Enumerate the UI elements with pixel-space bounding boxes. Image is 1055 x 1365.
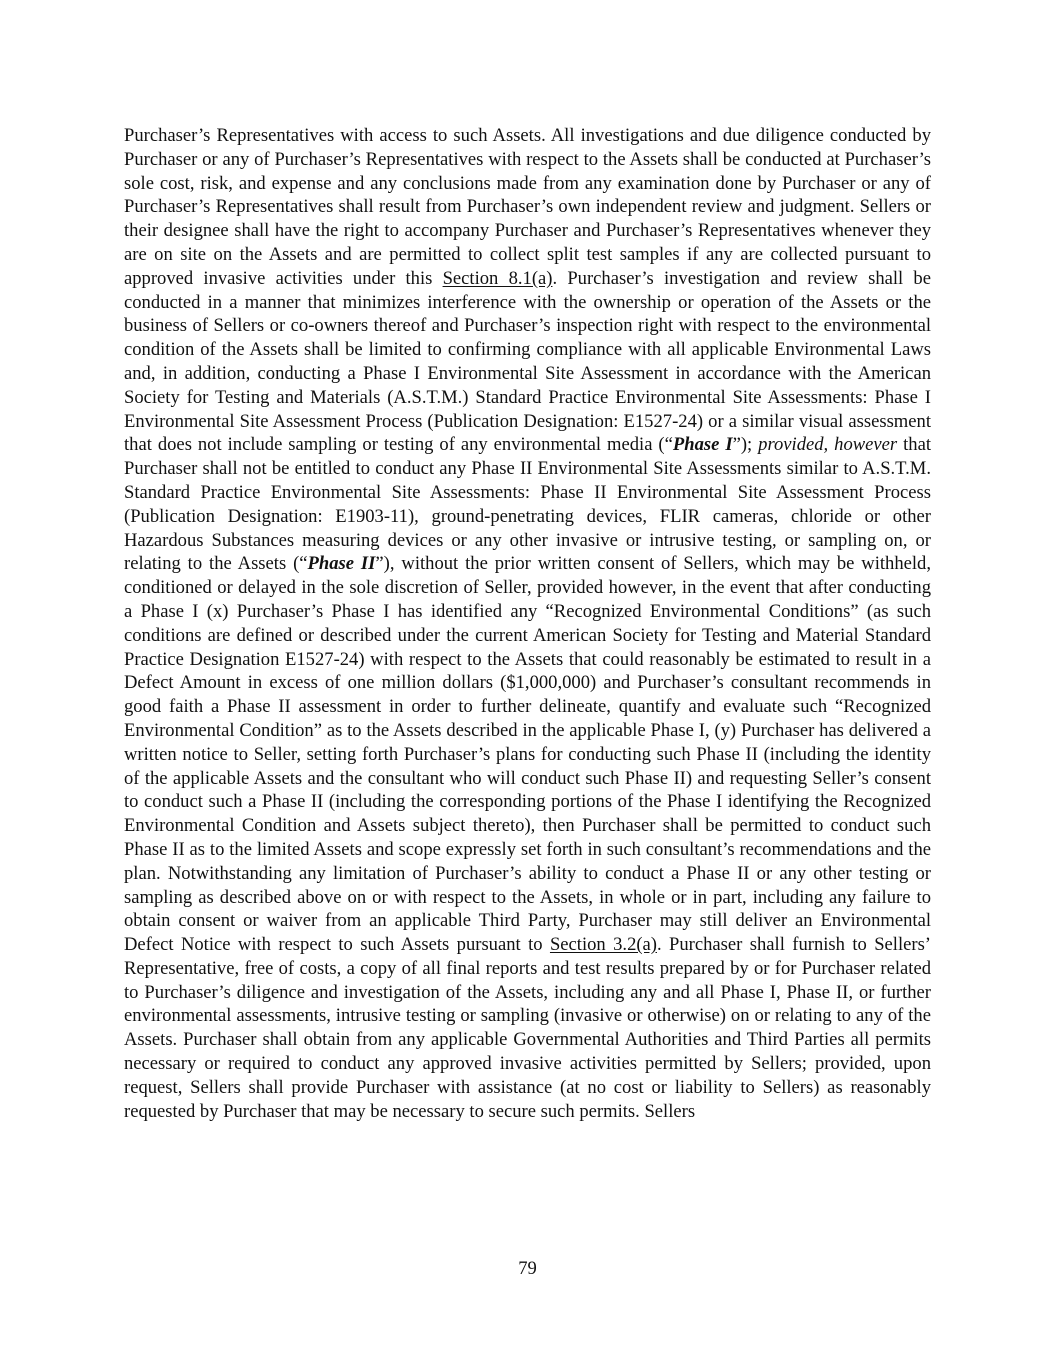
paragraph-text: . Purchaser shall furnish to Sellers’ Representative, free of costs, a copy of all final reports and test results prepared by or for Purchaser related to Purchaser’s diligence and investigation of the Assets, including any and all Phase I, Phase II, or further environmental assessments, intrusive testing or sampling (invasive or otherwise) on or relating to any of the Assets. Purchaser shall obtain from any applicable Governmental Authorities and Third Parties all permits necessary or required to conduct any approved invasive activities permitted by Sellers; provided, upon request, Sellers shall provide Purchaser with assistance (at no cost or liability to Sellers) as reasonably requested by Purchaser that may be necessary to secure such permits. Sellers: [124, 934, 931, 1122]
paragraph-text: that Purchaser shall not be entitled to conduct any Phase II Environmental Site Assessments similar to A.S.T.M. Standard Practice Environmental Site Assessments: Phase II Environmental Site Assessment Process (Publication Designation: E1903-11), ground-penetrating devices, FLIR cameras, chloride or other Hazardous Substances measuring devices or any other invasive or intrusive testing, or sampling on, or relating to the Assets (“: [124, 434, 931, 575]
paragraph-text: . Purchaser’s investigation and review shall be conducted in a manner that minimizes interference with the ownership or operation of the Assets or the business of Sellers or co-owners thereof and Purchaser’s inspection right with respect to the environmental condition of the Assets shall be limited to confirming compliance with all applicable Environmental Laws and, in addition, conducting a Phase I Environmental Site Assessment in accordance with the American Society for Testing and Materials (A.S.T.M.) Standard Practice Environmental Site Assessments: Phase I Environmental Site Assessment Process (Publication Designation: E1527-24) or a similar visual assessment that does not include sampling or testing of any environmental media (“: [124, 267, 931, 456]
section-reference-3-2-a: Section 3.2(a): [549, 934, 657, 956]
paragraph-text: ”), without the prior written consent of Sellers, which may be withheld, conditioned or delayed in the sole discretion of Seller, provided however, in the event that after conducting a Phase I (x) Purchaser’s Phase I has identified any “Recognized Environmental Conditions” (as such conditions are defined or described under the current American Society for Testing and Material Standard Practice Designation E1527-24) with respect to the Assets that could reasonably be estimated to result in a Defect Amount in excess of one million dollars ($1,000,000) and Purchaser’s consultant recommends in good faith a Phase II assessment in order to further delineate, quantify and evaluate such “Recognized Environmental Condition” as to the Assets described in the applicable Phase I, (y) Purchaser has delivered a written notice to Seller, setting forth Purchaser’s plans for conducting such Phase II (including the identity of the applicable Assets and the consultant who will conduct such Phase II) and requesting Seller’s consent to conduct such a Phase II (including the corresponding portions of the Phase I identifying the Recognized Environmental Condition and Assets subject thereto), then Purchaser shall be permitted to conduct such Phase II as to the limited Assets and scope expressly set forth in such consultant’s recommendations and the plan. Notwithstanding any limitation of Purchaser’s ability to conduct a Phase II or any other testing or sampling as described above on or with respect to the Assets, in whole or in part, including any failure to obtain consent or waiver from an applicable Third Party, Purchaser may still deliver an Environmental Defect Notice with respect to such Assets pursuant to: [124, 553, 931, 956]
page-number: 79: [518, 1258, 537, 1279]
defined-term-phase-ii: Phase II: [307, 553, 376, 575]
body-paragraph: [124, 124, 931, 1123]
proviso-text: provided, however: [758, 434, 898, 456]
defined-term-phase-i: Phase I: [672, 434, 733, 456]
paragraph-text: ”);: [732, 434, 759, 456]
paragraph-text: Purchaser’s Representatives with access to such Assets. All investigations and due diligence conducted by Purchaser or any of Purchaser’s Representatives with respect to the Assets shall be conducted at Purchaser’s sole cost, risk, and expense and any conclusions made from any examination done by Purchaser or any of Purchaser’s Representatives shall result from Purchaser’s own independent review and judgment. Sellers or their designee shall have the right to accompany Purchaser and Purchaser’s Representatives whenever they are on site on the Assets and are permitted to collect split test samples if any are collected pursuant to approved invasive activities under this: [124, 125, 931, 289]
section-reference-8-1-a: Section 8.1(a): [442, 267, 553, 289]
